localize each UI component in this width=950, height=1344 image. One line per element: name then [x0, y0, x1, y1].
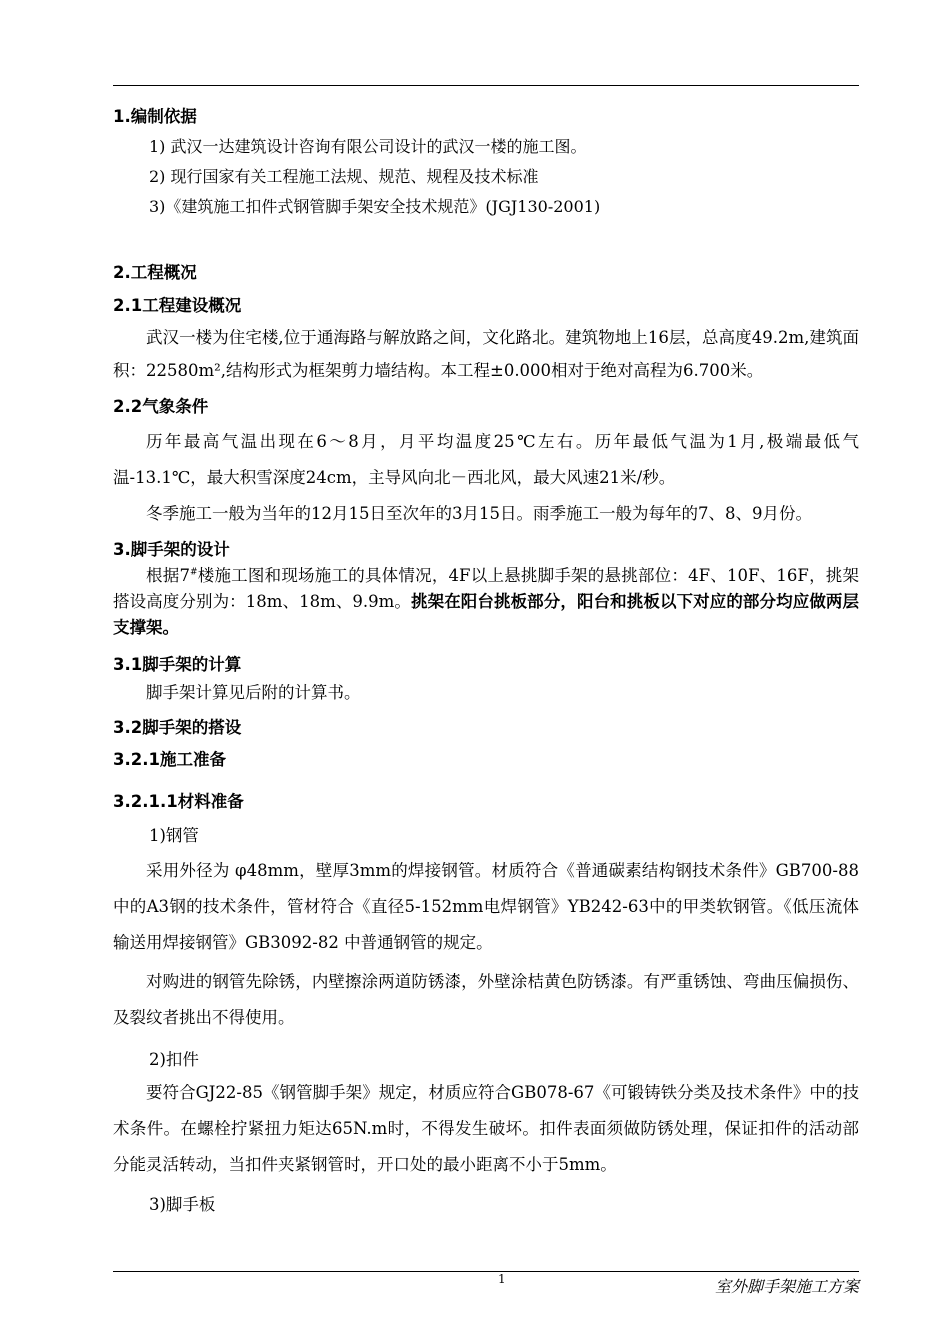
- steel-pipe-paragraph-2: 对购进的钢管先除锈，内壁擦涂两道防锈漆，外壁涂桔黄色防锈漆。有严重锈蚀、弯曲压偏损伤、及裂纹者挑出不得使用。: [113, 972, 859, 1027]
- material-item-steel-pipe: 1)钢管: [149, 826, 199, 845]
- section-2-1-heading: 2.1工程建设概况: [113, 296, 242, 315]
- climate-paragraph-1: 历年最高气温出现在6～8月，月平均温度25℃左右。历年最低气温为1月,极端最低气温-13.1℃，最大积雪深度24cm，主导风向北－西北风，最大风速21米/秒。: [113, 432, 859, 487]
- clamp-paragraph: 要符合GJ22-85《钢管脚手架》规定，材质应符合GB078-67《可锻铸铁分类及技术条件》中的技术条件。在螺栓拧紧扭力矩达65N.m时，不得发生破坏。扣件表面须做防锈处理，保证扣件的活动部分能灵活转动，当扣件夹紧钢管时，开口处的最小距离不小于5mm。: [113, 1083, 859, 1174]
- material-item-clamp: 2)扣件: [149, 1050, 199, 1069]
- climate-paragraph-2: 冬季施工一般为当年的12月15日至次年的3月15日。雨季施工一般为每年的7、8、9月份。: [146, 504, 812, 523]
- section-1-heading: 1.编制依据: [113, 107, 197, 126]
- material-item-scaffold-board: 3)脚手板: [149, 1195, 216, 1214]
- scaffold-design-paragraph: 根据7#楼施工图和现场施工的具体情况，4F以上悬挑脚手架的悬挑部位：4F、10F、16F，挑架搭设高度分别为：18m、18m、9.9m。挑架在阳台挑板部分，阳台和挑板以下对应的部分均应做两层支撑架。: [113, 566, 860, 637]
- section-3-1-heading: 3.1脚手架的计算: [113, 655, 242, 674]
- section-2-2-heading: 2.2气象条件: [113, 397, 209, 416]
- section-3-heading: 3.脚手架的设计: [113, 540, 230, 559]
- section-3-2-1-1-heading: 3.2.1.1材料准备: [113, 792, 244, 811]
- calculation-paragraph: 脚手架计算见后附的计算书。: [146, 683, 361, 702]
- basis-item-2: 2) 现行国家有关工程施工法规、规范、规程及技术标准: [149, 167, 539, 186]
- footer-rule: [113, 1271, 859, 1272]
- document-body: [113, 100, 859, 1215]
- basis-item-1: 1) 武汉一达建筑设计咨询有限公司设计的武汉一楼的施工图。: [149, 137, 587, 156]
- section-3-2-heading: 3.2脚手架的搭设: [113, 718, 242, 737]
- header-rule: [113, 85, 859, 86]
- section-3-2-1-heading: 3.2.1施工准备: [113, 750, 226, 769]
- footer-document-title: 室外脚手架施工方案: [714, 1279, 859, 1296]
- page-number: 1: [498, 1272, 506, 1286]
- basis-item-3: 3)《建筑施工扣件式钢管脚手架安全技术规范》(JGJ130-2001): [149, 197, 601, 216]
- steel-pipe-paragraph-1: 采用外径为 φ48mm，壁厚3mm的焊接钢管。材质符合《普通碳素结构钢技术条件》GB700-88 中的A3钢的技术条件，管材符合《直径5-152mm电焊钢管》YB242-63中的甲类软钢管。《低压流体输送用焊接钢管》GB3092-82 中普通钢管的规定。: [113, 861, 859, 952]
- support-requirement-bold: 挑架在阳台挑板部分，阳台和挑板以下对应的部分均应做两层支撑架。: [113, 592, 860, 637]
- section-2-heading: 2.工程概况: [113, 263, 197, 282]
- overview-paragraph: 武汉一楼为住宅楼,位于通海路与解放路之间，文化路北。建筑物地上16层，总高度49.2m,建筑面积：22580m²,结构形式为框架剪力墙结构。本工程±0.000相对于绝对高程为6.700米。: [113, 328, 859, 380]
